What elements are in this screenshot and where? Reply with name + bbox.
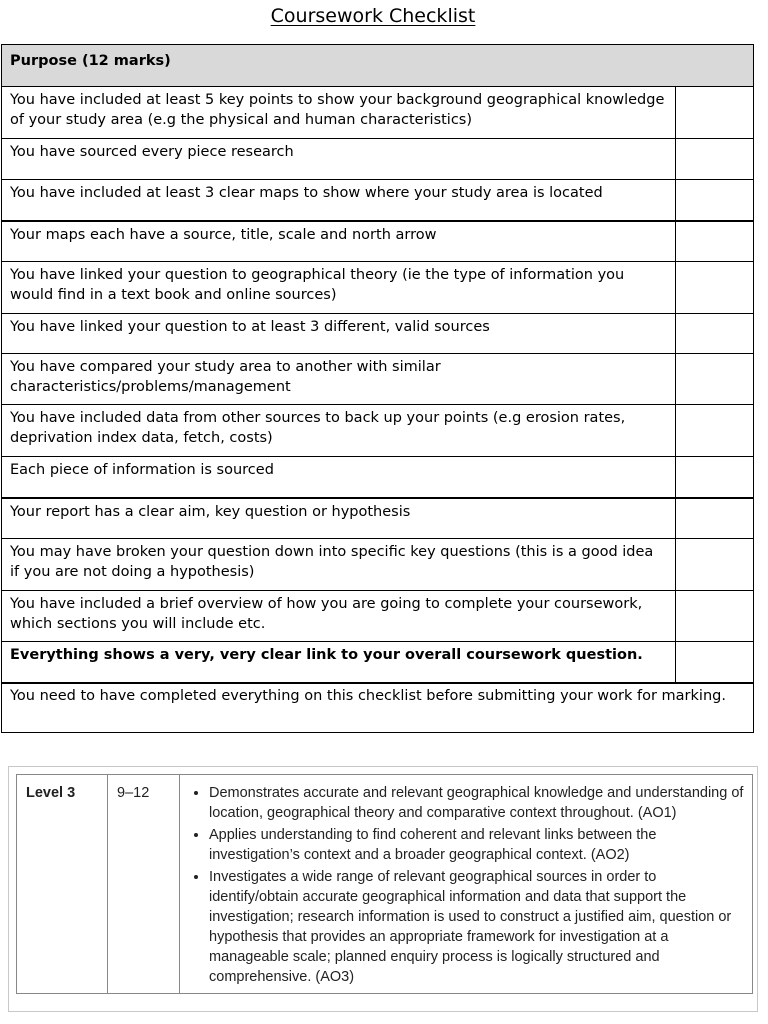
checklist-tick-box[interactable] — [676, 539, 754, 591]
checklist-tick-box[interactable] — [676, 314, 754, 354]
checklist-row — [2, 591, 754, 642]
checklist-row — [2, 262, 754, 314]
checklist-row — [2, 314, 754, 354]
checklist-item: You have included data from other sources to back up your points (e.g erosion rates, deprivation index data, fetch, costs) — [2, 405, 676, 457]
checklist-tick-box[interactable] — [676, 591, 754, 642]
checklist-row — [2, 180, 754, 221]
checklist-row — [2, 539, 754, 591]
checklist-tick-box[interactable] — [676, 180, 754, 221]
checklist-item: Your report has a clear aim, key question or hypothesis — [2, 498, 676, 539]
checklist-tick-box[interactable] — [676, 139, 754, 180]
checklist-item: You have linked your question to geographical theory (ie the type of information you would find in a text book and online sources) — [2, 262, 676, 314]
checklist-tick-box[interactable] — [676, 221, 754, 262]
checklist-tick-box[interactable] — [676, 498, 754, 539]
checklist-item: You have included a brief overview of how you are going to complete your coursework, which sections you will include etc. — [2, 591, 676, 642]
checklist-table — [1, 44, 754, 733]
checklist-tick-box[interactable] — [676, 262, 754, 314]
checklist-footer-note: You need to have completed everything on this checklist before submitting your work for marking. — [2, 683, 754, 733]
mark-scheme-marks: 9–12 — [108, 775, 180, 994]
criteria-item: • Applies understanding to find coherent and relevant links between the investigation’s context and a broader geographical context. (AO2) — [209, 825, 746, 865]
mark-scheme-row — [17, 775, 753, 994]
checklist-tick-box[interactable] — [676, 457, 754, 498]
checklist-tick-box[interactable] — [676, 642, 754, 683]
checklist-row — [2, 498, 754, 539]
checklist-item: You have compared your study area to another with similar characteristics/problems/management — [2, 354, 676, 405]
mark-scheme-level: Level 3 — [17, 775, 108, 994]
page-title-text: Coursework Checklist — [270, 5, 476, 27]
page-title — [0, 4, 746, 28]
checklist-row — [2, 221, 754, 262]
checklist-footer-row — [2, 683, 754, 733]
checklist-item: Each piece of information is sourced — [2, 457, 676, 498]
checklist-row — [2, 405, 754, 457]
mark-scheme-criteria — [180, 775, 753, 994]
criteria-item: • Demonstrates accurate and relevant geographical knowledge and understanding of location, geographical theory and comparative context throughout. (AO1) — [209, 783, 746, 823]
checklist-header: Purpose (12 marks) — [2, 45, 754, 87]
criteria-list — [189, 783, 746, 987]
checklist-row — [2, 354, 754, 405]
checklist-item: You have linked your question to at least 3 different, valid sources — [2, 314, 676, 354]
checklist-item: You may have broken your question down into specific key questions (this is a good idea if you are not doing a hypothesis) — [2, 539, 676, 591]
checklist-item: You have included at least 5 key points to show your background geographical knowledge of your study area (e.g the physical and human characteristics) — [2, 87, 676, 139]
checklist-row — [2, 457, 754, 498]
checklist-item: Everything shows a very, very clear link to your overall coursework question. — [2, 642, 676, 683]
checklist-row — [2, 139, 754, 180]
checklist-item: Your maps each have a source, title, scale and north arrow — [2, 221, 676, 262]
checklist-tick-box[interactable] — [676, 354, 754, 405]
checklist-tick-box[interactable] — [676, 405, 754, 457]
mark-scheme-table — [16, 774, 753, 994]
checklist-item: You have included at least 3 clear maps to show where your study area is located — [2, 180, 676, 221]
checklist-row — [2, 642, 754, 683]
checklist-item: You have sourced every piece research — [2, 139, 676, 180]
criteria-item: • Investigates a wide range of relevant geographical sources in order to identify/obtain accurate geographical information and data that support the investigation; research information is used to construct a justified aim, question or hypothesis that provides an appropriate framework for investigation at a manageable scale; planned enquiry process is logically structured and comprehensive. (AO3) — [209, 867, 746, 987]
checklist-header-row — [2, 45, 754, 87]
checklist-row — [2, 87, 754, 139]
checklist-tick-box[interactable] — [676, 87, 754, 139]
